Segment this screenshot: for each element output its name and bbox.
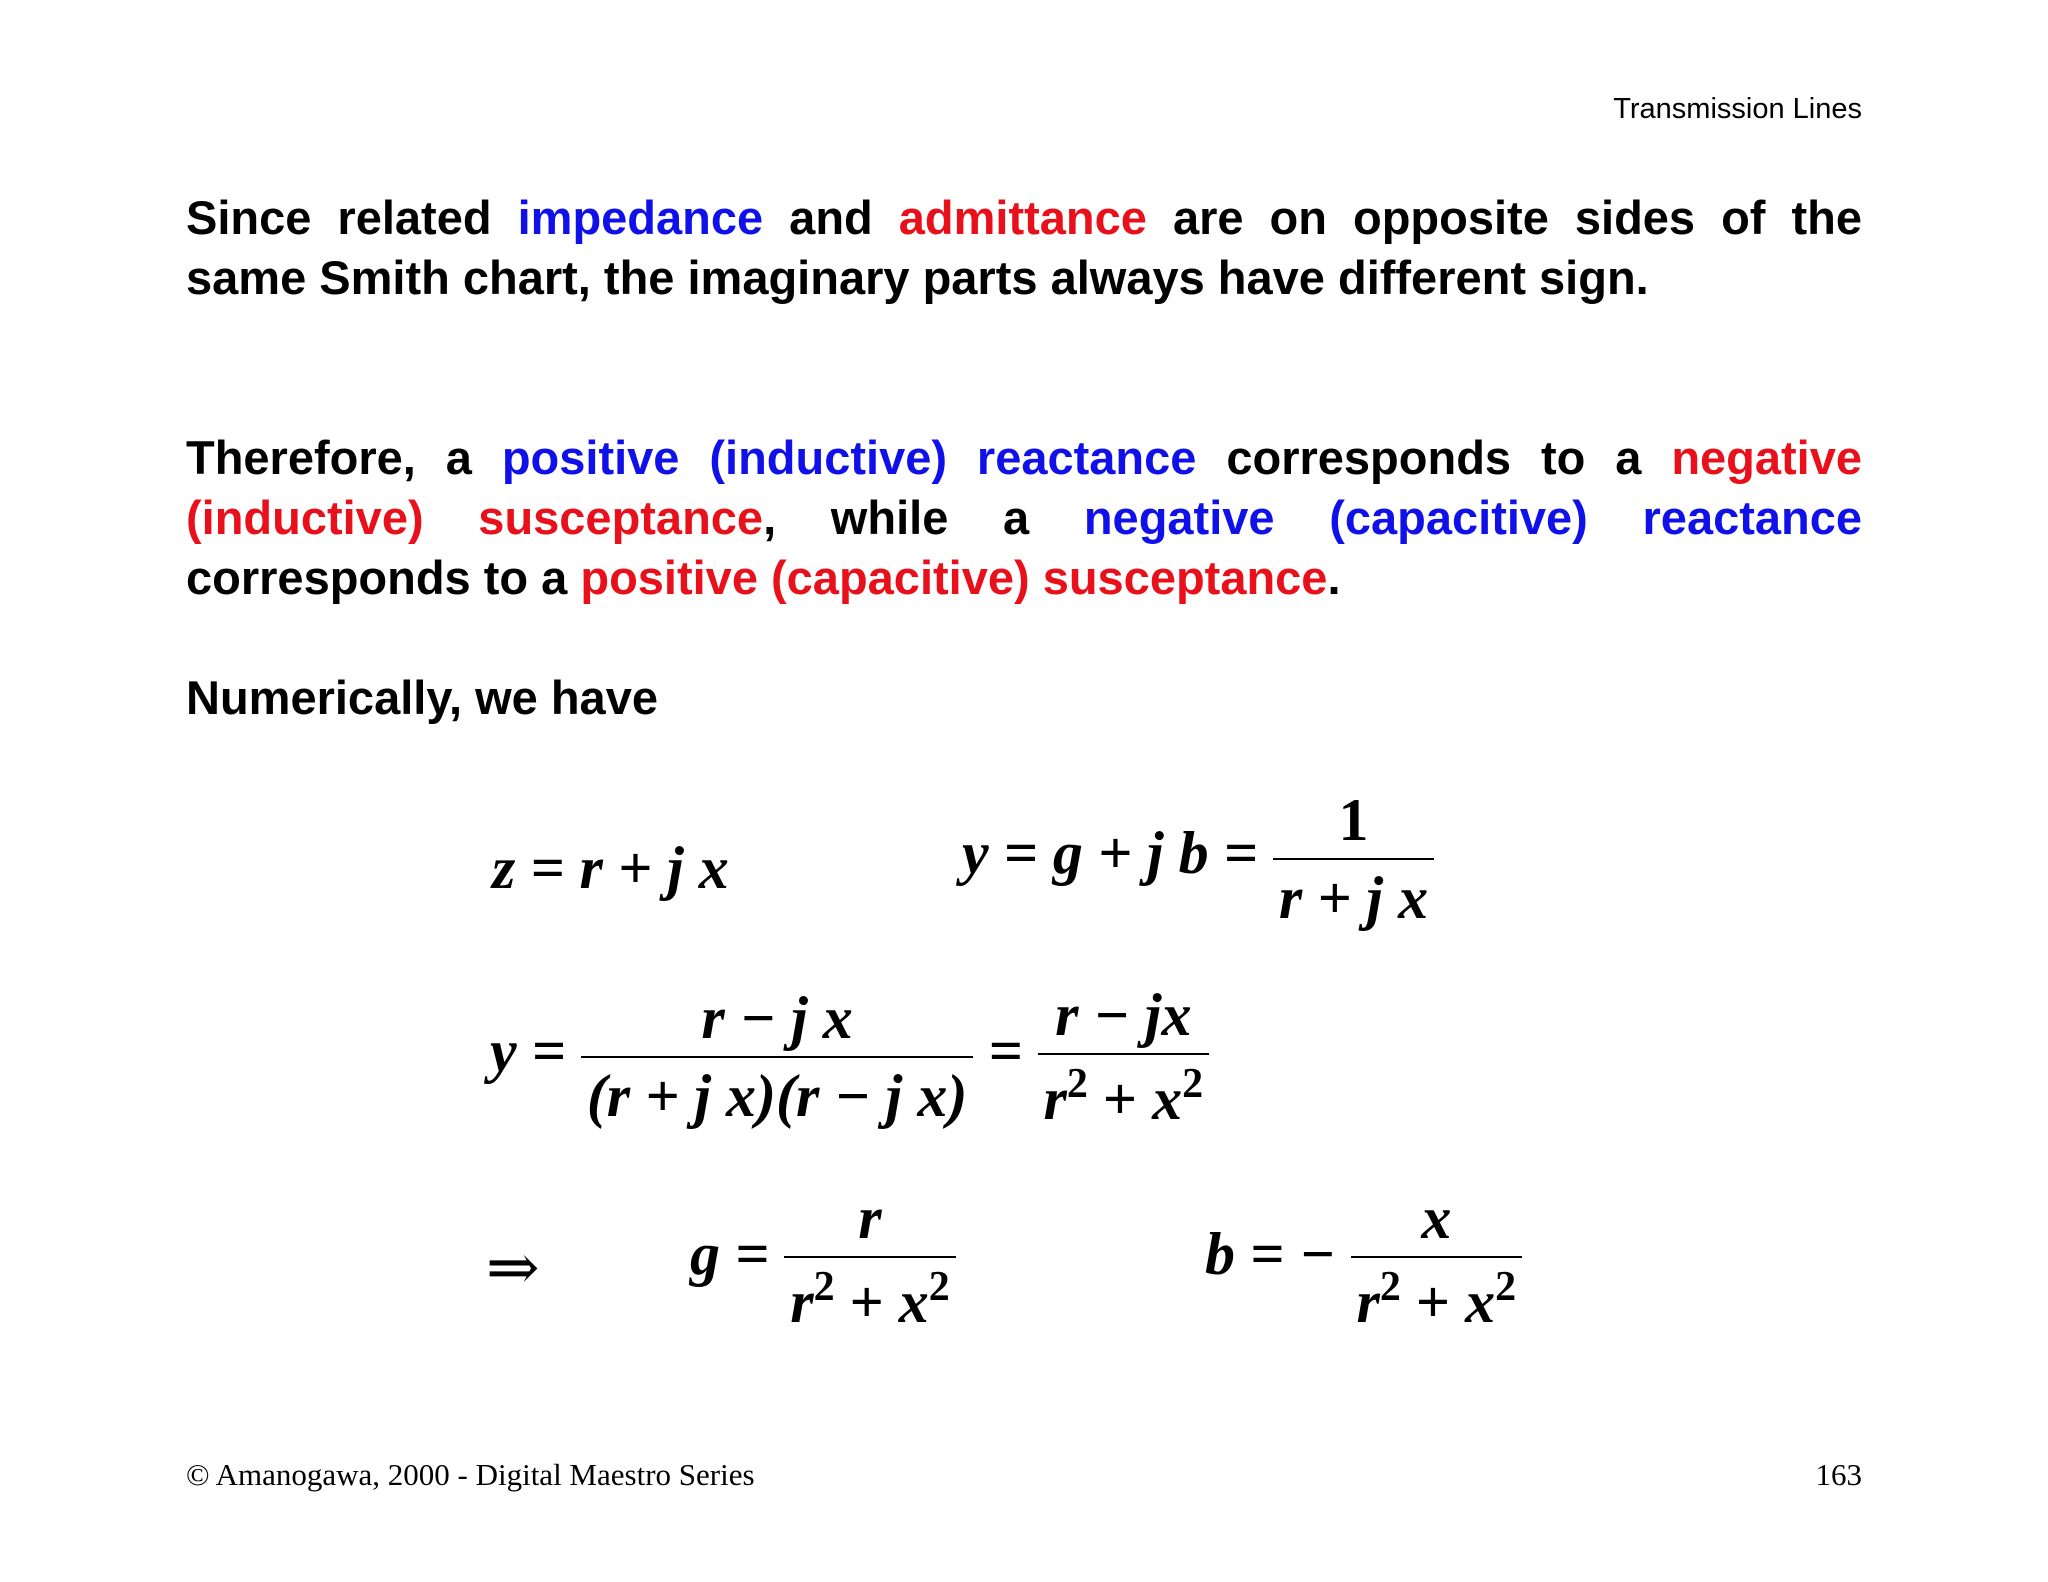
- highlight-positive-reactance: positive (inductive) reactance: [501, 431, 1197, 484]
- paragraph-numerically: Numerically, we have: [186, 671, 658, 724]
- equation-lhs: b = −: [1205, 1220, 1336, 1287]
- equation-lhs: g =: [690, 1220, 770, 1287]
- equation-susceptance: [1205, 1185, 1522, 1335]
- equation-lhs: y = g + j b =: [962, 819, 1258, 886]
- implies-arrow-icon: ⇒: [486, 1232, 540, 1303]
- fraction-denominator: [784, 1258, 956, 1335]
- highlight-admittance: admittance: [898, 191, 1147, 244]
- text-segment: , while a: [763, 491, 1084, 544]
- fraction-denominator: [1351, 1258, 1523, 1335]
- paragraph-reactance-susceptance: [186, 428, 1862, 608]
- exponent: 2: [1066, 1061, 1088, 1107]
- exponent: 2: [1379, 1264, 1401, 1310]
- text-segment: and: [763, 191, 899, 244]
- text-segment: are on opposite sides of the same Smith chart, the imaginary parts always have different sign.: [186, 191, 1862, 304]
- den-r: r: [790, 1269, 814, 1335]
- fraction-denominator: [1038, 1055, 1210, 1132]
- fraction: [1273, 787, 1434, 931]
- exponent: 2: [1495, 1264, 1517, 1310]
- text-segment: Since related: [186, 191, 518, 244]
- den-plus: +: [834, 1269, 899, 1335]
- den-plus: +: [1087, 1066, 1153, 1132]
- equals-sign: =: [988, 1017, 1023, 1084]
- exponent: 2: [813, 1264, 835, 1310]
- fraction: [1351, 1185, 1523, 1335]
- fraction-numerator: r: [784, 1188, 956, 1258]
- highlight-negative-reactance: negative (capacitive) reactance: [1083, 491, 1862, 544]
- equation-admittance-expanded: [490, 982, 1209, 1132]
- den-x: x: [898, 1269, 929, 1335]
- fraction: [1038, 982, 1210, 1132]
- den-plus: +: [1400, 1269, 1466, 1335]
- header-title: Transmission Lines: [1613, 93, 1862, 125]
- fraction-numerator: x: [1351, 1188, 1523, 1258]
- footer-copyright: © Amanogawa, 2000 - Digital Maestro Series: [186, 1457, 755, 1492]
- highlight-positive-susceptance: positive (capacitive) susceptance: [580, 551, 1328, 604]
- text-segment: corresponds to a: [1196, 431, 1672, 484]
- equation-conductance: [690, 1185, 956, 1335]
- fraction-numerator: r − j x: [581, 988, 974, 1058]
- fraction: [581, 985, 974, 1129]
- exponent: 2: [1182, 1061, 1204, 1107]
- den-x: x: [1152, 1066, 1183, 1132]
- text-segment: corresponds to a: [186, 551, 581, 604]
- equation-impedance: z = r + j x: [492, 835, 729, 901]
- highlight-negative-susceptance: negative (inductive) susceptance: [186, 431, 1863, 544]
- den-r: r: [1043, 1066, 1067, 1132]
- fraction: [784, 1185, 956, 1335]
- text-segment: Therefore, a: [186, 431, 502, 484]
- fraction-numerator: 1: [1273, 790, 1434, 860]
- exponent: 2: [928, 1264, 950, 1310]
- highlight-impedance: impedance: [517, 191, 764, 244]
- fraction-numerator: r − jx: [1038, 985, 1210, 1055]
- equation-lhs: y =: [490, 1017, 566, 1084]
- fraction-denominator: (r + j x)(r − j x): [586, 1063, 968, 1129]
- paragraph-impedance-admittance: [186, 188, 1862, 308]
- fraction-denominator: r + j x: [1278, 865, 1429, 931]
- den-r: r: [1356, 1269, 1380, 1335]
- page-number: 163: [1815, 1457, 1862, 1492]
- equation-admittance: [962, 787, 1434, 931]
- den-x: x: [1465, 1269, 1496, 1335]
- text-segment: .: [1327, 551, 1341, 604]
